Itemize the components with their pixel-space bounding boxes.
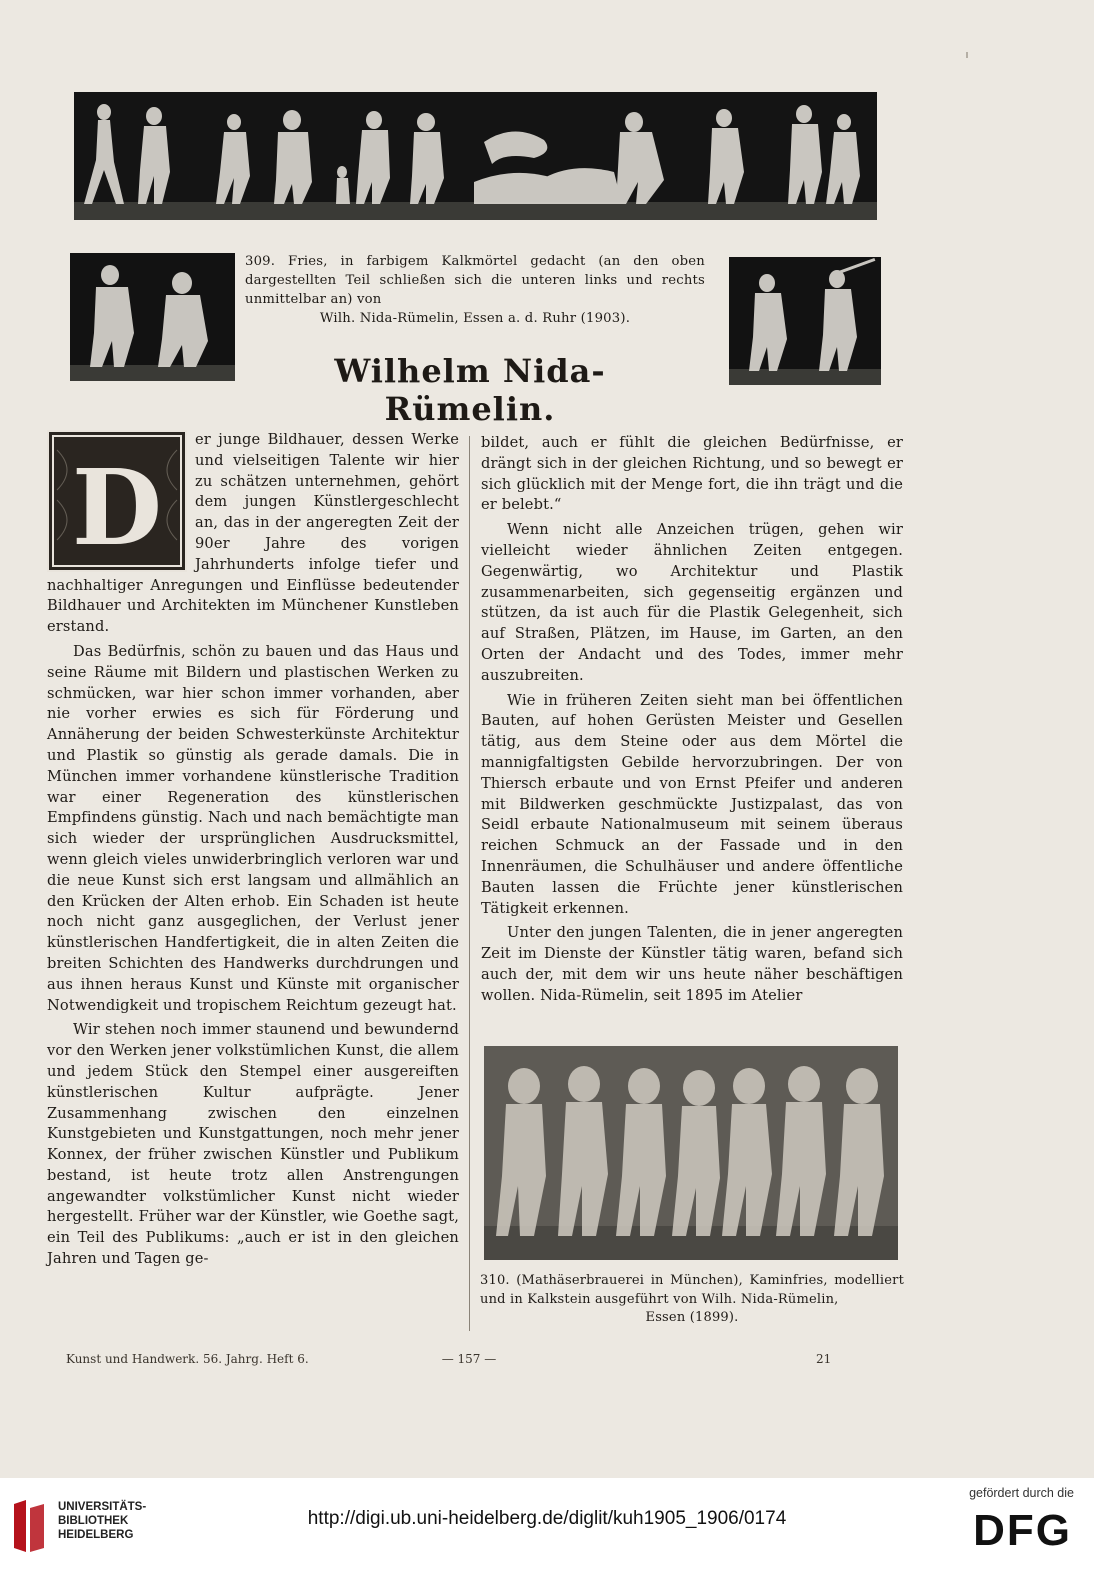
uni-line-2: BIBLIOTHEK (58, 1515, 129, 1527)
column-divider (469, 436, 470, 1331)
signature-number: 21 (816, 1352, 832, 1366)
initial-letter: D (71, 446, 163, 569)
frieze-detail-left (70, 253, 235, 381)
library-banner (0, 1478, 1094, 1571)
figure-310-caption-end: Essen (1899). (645, 1310, 739, 1325)
scan-mark (966, 52, 968, 58)
uni-line-1: UNIVERSITÄTS- (58, 1501, 147, 1513)
frieze-detail-right (729, 257, 881, 385)
figure-309-caption-end: Wilh. Nida-Rümelin, Essen a. d. Ruhr (1903). (319, 311, 631, 326)
paragraph: Das Bedürfnis, schön zu bauen und das Haus und seine Räume mit Bildern und plastischen Werken zu schmücken, war hier schon immer vorhanden, aber nie vorher erwies es sich für Förderung und Annäherung der beiden Schwesterkünste Architektur und Plastik so günstig als gerade damals. Die in München immer vorhandene künstlerische Tradition war einer Regeneration des künstlerischen Empfindens günstig. Nach und nach bemächtigte man sich wieder der ursprünglichen Ausdrucksmittel, wenn gleich vieles unwiderbringlich verloren war und die neue Kunst sich erst langsam und allmählich an den Krücken der Alten erhob. Ein Schaden ist heute noch nicht ganz ausgeglichen, der Verlust jener künstlerischen Handfertigkeit, die in alten Zeiten die breiten Schichten des Handwerks durchdrungen und aus ihnen heraus Kunst und Künste mit organischer Notwendigkeit und tropischem Reichtum gezeugt hat. (47, 642, 459, 1014)
figure-309-caption-text: 309. Fries, in farbigem Kalkmörtel gedacht (an den oben dargestellten Teil schließen sich die unteren links und rechts unmittelbar an) von (245, 254, 705, 307)
dfg-logo: DFG (973, 1506, 1072, 1555)
permalink-url[interactable]: http://digi.ub.uni-heidelberg.de/diglit/kuh1905_1906/0174 (307, 1508, 787, 1529)
relief-photograph (484, 1046, 898, 1260)
figure-309-caption (245, 252, 705, 328)
paragraph: bildet, auch er fühlt die gleichen Bedürfnisse, er drängt sich in der gleichen Richtung, und so bewegt er sich glücklich mit der Menge fort, die ihn trägt und die er belebt.“ (481, 434, 903, 514)
uni-line-3: HEIDELBERG (58, 1529, 134, 1541)
article-column-left (47, 430, 459, 1274)
frieze-image (74, 92, 877, 220)
page-number: — 157 — (441, 1352, 497, 1366)
funded-by-label: gefördert durch die (969, 1486, 1074, 1500)
article-column-right (481, 433, 903, 1011)
paragraph: Unter den jungen Talenten, die in jener angeregten Zeit im Dienste der Künstler tätig waren, befand sich auch der, mit dem wir uns heute näher beschäftigen wollen. Nida-Rümelin, seit 1895 im Atelier (481, 924, 903, 1004)
paragraph: Wir stehen noch immer staunend und bewundernd vor den Werken jener volkstümlichen Kunst, die allem und jedem Stück den Stempel einer ausgereiften künstlerischen Kultur aufprägte. Jener Zusammenhang zwischen den einzelnen Kunstgebieten und Kunstgattungen, noch mehr jener Konnex, der früher zwischen Künstler und Publikum bestand, ist heute trotz allen Anstrengungen angewandter volkstümlicher Kunst nicht wieder hergestellt. Früher war der Künstler, wie Goethe sagt, ein Teil des Publikums: „auch er ist in den gleichen Jahren und Tagen ge- (47, 1021, 459, 1268)
ornamental-initial (47, 430, 187, 572)
article-title: Wilhelm Nida-Rümelin. (334, 352, 606, 428)
journal-footer: Kunst und Handwerk. 56. Jahrg. Heft 6. (66, 1352, 309, 1366)
figure-310-caption-text: 310. (Mathäserbrauerei in München), Kaminfries, modelliert und in Kalkstein ausgeführt von Wilh. Nida-Rümelin, (480, 1273, 904, 1307)
paragraph: er junge Bildhauer, dessen Werke und vielseitigen Talente wir hier zu schätzen unternehmen, gehört dem jungen Künstlergeschlecht an, das in der angeregten Zeit der 90er Jahre des vorigen Jahrhunderts infolge tiefer und nachhaltiger Anregungen und Einflüsse bedeutender Bildhauer und Architekten im Münchener Kunstleben erstand. (47, 431, 459, 636)
paragraph: Wie in früheren Zeiten sieht man bei öffentlichen Bauten, auf hohen Gerüsten Meister und Gesellen tätig, aus dem Steine oder aus dem Mörtel die mannigfaltigsten Gebilde hervorzubringen. Der von Thiersch erbaute und von Ernst Pfeifer und anderen mit Bildwerken geschmückte Justizpalast, das von Seidl erbaute Nationalmuseum mit seinem überaus reichen Schmuck an der Fassade und in den Innenräumen, die Schulhäuser und andere öffentliche Bauten lassen die Früchte jener künstlerischen Tätigkeit erkennen. (481, 691, 903, 917)
figure-310-caption (480, 1272, 904, 1328)
paragraph: Wenn nicht alle Anzeichen trügen, gehen wir vielleicht wieder ähnlichen Zeiten entgegen. Gegenwärtig, wo Architektur und Plastik zusammenarbeiten, sich gegenseitig ergänzen und stützen, da ist auch für die Plastik Gelegenheit, sich auf Straßen, Plätzen, im Hause, im Garten, an den Orten der Andacht und des Todes, immer mehr auszubreiten. (481, 521, 903, 684)
